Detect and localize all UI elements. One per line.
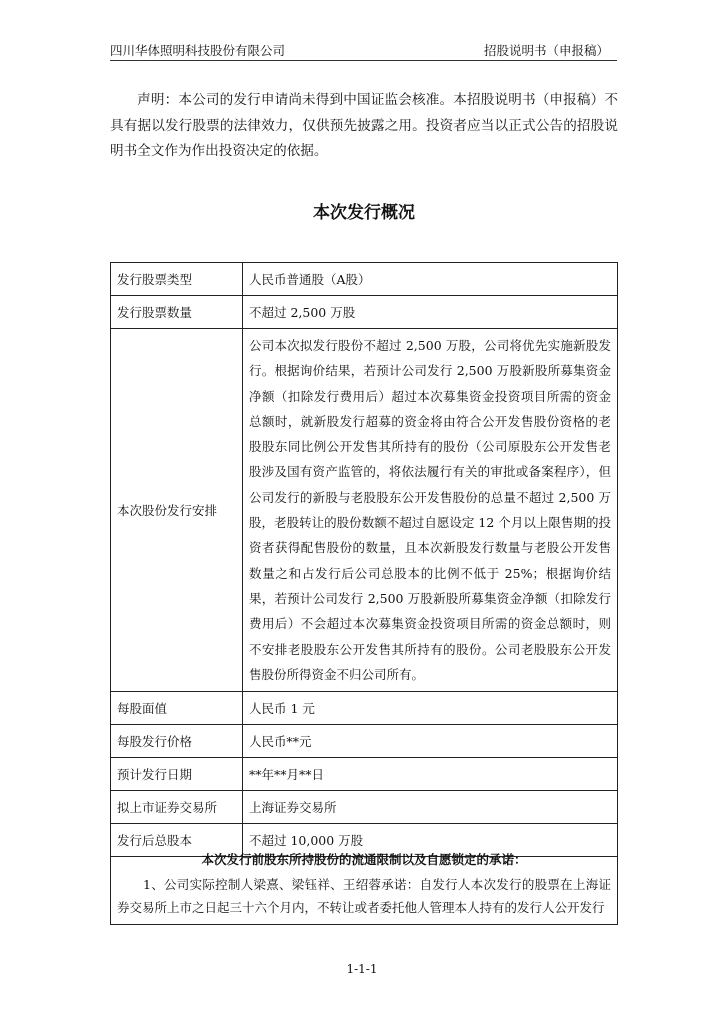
- lockup-commitment-section: [110, 846, 618, 925]
- row-value: 公司本次拟发行股份不超过 2,500 万股，公司将优先实施新股发行。根据询价结果，若预计公司发行 2,500 万股新股所募集资金净额（扣除发行费用后）超过本次募集资金投资项目所需的资金总额时，就新股发行超募的资金将由符合公开发售股份资格的老股股东同比例公开发售其所持有的股份（公司原股东公开发售老股涉及国有资产监管的，将依法履行有关的审批或备案程序），但公司发行的新股与老股股东公开发售股份的总量不超过 2,500 万股，老股转让的股份数额不超过自愿设定 12 个月以上限售期的投资者获得配售股份的数量，且本次新股发行数量与老股公开发售数量之和占发行后公司总股本的比例不低于 25%；根据询价结果，若预计公司发行 2,500 万股新股所募集资金净额（扣除发行费用后）不会超过本次募集资金投资项目所需的资金总额时，则不安排老股股东公开发售其所持有的股份。公司老股股东公开发售股份所得资金不归公司所有。: [243, 329, 618, 692]
- row-value: 不超过 2,500 万股: [243, 296, 618, 329]
- row-label: 发行股票数量: [111, 296, 243, 329]
- row-label: 本次股份发行安排: [111, 329, 243, 692]
- table-row: [111, 329, 618, 692]
- lockup-heading: 本次发行前股东所持股份的流通限制以及自愿锁定的承诺：: [201, 852, 527, 867]
- row-value: 人民币普通股（A股）: [243, 263, 618, 296]
- row-label: 每股发行价格: [111, 725, 243, 758]
- disclaimer-text: 声明：本公司的发行申请尚未得到中国证监会核准。本招股说明书（申报稿）不具有据以发行股票的法律效力，仅供预先披露之用。投资者应当以正式公告的招股说明书全文作为作出投资决定的依据。: [110, 92, 618, 159]
- row-label: 发行股票类型: [111, 263, 243, 296]
- disclaimer-notice: [110, 88, 618, 165]
- row-value: 人民币 1 元: [243, 692, 618, 725]
- page-number: 1-1-1: [346, 962, 378, 976]
- lockup-paragraph: [117, 873, 611, 919]
- row-label: 预计发行日期: [111, 758, 243, 791]
- table-row: [111, 758, 618, 791]
- table-row: [111, 725, 618, 758]
- row-value: 人民币**元: [243, 725, 618, 758]
- offering-overview-table: [110, 262, 618, 857]
- company-name: 四川华体照明科技股份有限公司: [110, 43, 286, 58]
- page-title: 本次发行概况: [313, 203, 415, 223]
- row-value: 上海证券交易所: [243, 791, 618, 824]
- row-label: 每股面值: [111, 692, 243, 725]
- page-header: [110, 38, 617, 61]
- lockup-text: 1、公司实际控制人梁熹、梁钰祥、王绍蓉承诺：自发行人本次发行的股票在上海证券交易所上市之日起三十六个月内，不转让或者委托他人管理本人持有的发行人公开发行: [117, 877, 611, 915]
- row-value: **年**月**日: [243, 758, 618, 791]
- table-row: [111, 296, 618, 329]
- row-value: 不超过 10,000 万股: [243, 824, 618, 857]
- document-type: 招股说明书（申报稿）: [483, 43, 609, 58]
- table-row: [111, 692, 618, 725]
- table-row: [111, 791, 618, 824]
- table-row: [111, 263, 618, 296]
- row-label: 拟上市证券交易所: [111, 791, 243, 824]
- row-label: 发行后总股本: [111, 824, 243, 857]
